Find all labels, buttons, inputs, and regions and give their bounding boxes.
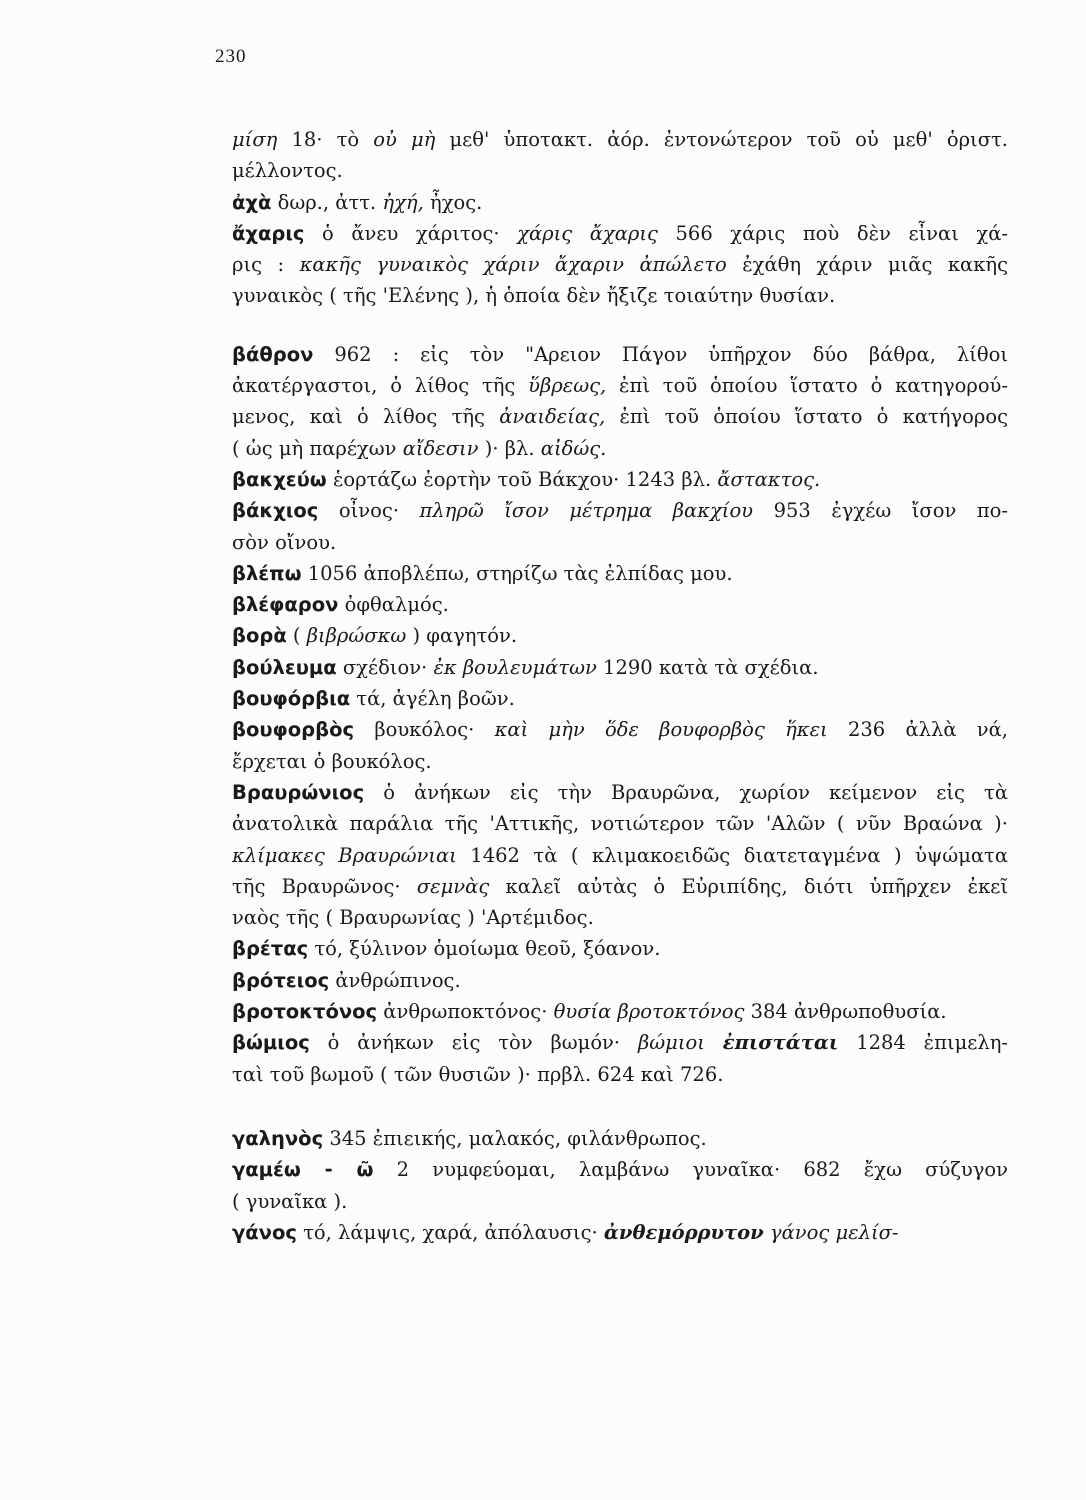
italic-text: σεμνὰς	[416, 874, 490, 898]
text-line	[232, 1154, 1008, 1185]
italic-text: ἐκ βουλευμάτων	[433, 655, 597, 679]
line-text: 962 : εἰς τὸν "Αρειον Πάγον ὑπῆρχον δύο βάθρα, λίθοι	[313, 342, 1008, 366]
line-text: ἔρχεται ὁ βουκόλος.	[232, 749, 432, 773]
line-text: ἦχος.	[423, 190, 483, 214]
line-text: μενος, καὶ ὁ λίθος τῆς	[232, 405, 500, 429]
text-line	[232, 996, 1008, 1027]
text-line	[232, 249, 1008, 280]
line-text: βουκόλος·	[354, 718, 495, 742]
entry-headword: βρέτας	[232, 937, 309, 961]
line-text: ἀνθρώπινος.	[329, 968, 461, 992]
entry-headword: βροτοκτόνος	[232, 1000, 378, 1024]
text-line	[232, 965, 1008, 996]
text-line	[232, 808, 1008, 839]
line-text: ὁ ἄνευ χάριτος·	[304, 221, 518, 245]
line-text	[705, 1031, 723, 1054]
entry-headword: ἀχὰ	[232, 190, 272, 214]
line-text: ρις :	[232, 253, 300, 277]
text-line	[232, 401, 1008, 432]
line-text: 18· τὸ	[277, 128, 374, 151]
text-line	[232, 370, 1008, 401]
line-text: 2 νυμφεύομαι, λαμβάνω γυναῖκα· 682 ἔχω σύζυγον	[373, 1158, 1008, 1182]
entry-headword: βορὰ	[232, 624, 287, 648]
entry-headword: γάνος	[232, 1220, 297, 1244]
italic-text: κλίμακες Βραυρώνιαι	[232, 843, 457, 867]
line-text: ἀνθρωποκτόνος·	[377, 1000, 554, 1024]
line-text: τά, ἀγέλη βοῶν.	[350, 687, 515, 711]
line-text: 384 ἀνθρωποθυσία.	[744, 1000, 947, 1024]
line-text: τό, ξύλινον ὁμοίωμα θεοῦ, ξόανον.	[308, 937, 661, 961]
entry-headword: βάθρον	[232, 342, 314, 366]
italic-text: ἐπιστάται	[722, 1031, 839, 1055]
line-text: 1056 ἀποβλέπω, στηρίζω τὰς ἐλπίδας μου.	[301, 561, 733, 585]
line-text: οἶνος·	[318, 499, 420, 523]
entry-headword: βώμιος	[232, 1031, 310, 1055]
text-line	[232, 683, 1008, 714]
line-text: ἀκατέργαστοι, ὁ λίθος τῆς	[232, 374, 529, 398]
text-line	[232, 155, 1008, 186]
text-line	[232, 280, 1008, 311]
line-text: τό, λάμψις, χαρά, ἀπόλαυσις·	[296, 1220, 604, 1244]
text-line	[232, 840, 1008, 871]
line-text: ὀφθαλμός.	[338, 593, 449, 617]
line-text: 345 ἐπιεικής, μαλακός, φιλάνθρωπος.	[323, 1126, 707, 1150]
text-line	[232, 902, 1008, 933]
italic-text: ἀνθεμόρρυτον	[603, 1220, 764, 1244]
italic-text: βώμιοι	[637, 1031, 705, 1055]
italic-text: ἄστακτος.	[717, 467, 821, 491]
text-line	[232, 777, 1008, 808]
text-line	[232, 746, 1008, 777]
entry-headword: βουφορβὸς	[232, 718, 355, 742]
text-line	[232, 433, 1008, 464]
line-text: μεθ' ὑποτακτ. ἀόρ. ἐντονώτερον τοῦ οὐ μεθ' ὁριστ.	[435, 128, 1008, 151]
text-line	[232, 187, 1008, 218]
line-text: δωρ., ἀττ.	[271, 190, 383, 214]
italic-text: ἀναιδείας,	[499, 405, 606, 429]
italic-text: αἰδώς.	[540, 436, 607, 460]
text-line	[232, 620, 1008, 651]
paragraph-gap	[232, 1090, 1008, 1123]
text-line	[232, 652, 1008, 683]
line-text: ταὶ τοῦ βωμοῦ ( τῶν θυσιῶν )· πρβλ. 624 καὶ 726.	[232, 1062, 724, 1086]
line-text: ) φαγητόν.	[406, 624, 518, 648]
text-line	[232, 218, 1008, 249]
italic-text: πληρῶ ἴσον μέτρημα βακχίου	[419, 499, 754, 523]
line-text: ὁ ἀνήκων εἰς τὴν Βραυρῶνα, χωρίον κείμενον εἰς τὰ	[364, 780, 1008, 804]
entry-headword: γαληνὸς	[232, 1126, 324, 1150]
line-text: σὸν οἴνου.	[232, 530, 337, 554]
entry-headword: βρότειος	[232, 968, 330, 992]
line-text: 1462 τὰ ( κλιμακοειδῶς διατεταγμένα ) ὑψώματα	[456, 843, 1008, 867]
line-text: καλεῖ αὐτὰς ὁ Εὐριπίδης, διότι ὑπῆρχεν ἐκεῖ	[489, 874, 1008, 898]
line-text: 953 ἐγχέω ἴσον πο-	[753, 499, 1008, 523]
line-text: 566 χάρις ποὺ δὲν εἶναι χά-	[657, 221, 1008, 245]
text-line	[232, 714, 1008, 745]
line-text: ( ὡς μὴ παρέχων	[232, 436, 403, 460]
line-text: ( γυναῖκα ).	[232, 1189, 348, 1213]
italic-text: ὕβρεως,	[528, 374, 607, 398]
entry-headword: βλέφαρον	[232, 593, 339, 617]
entry-headword: βούλευμα	[232, 655, 337, 679]
entry-headword: βακχεύω	[232, 467, 327, 491]
entry-headword: βουφόρβια	[232, 687, 351, 711]
entry-headword: Βραυρώνιος	[232, 780, 365, 804]
line-text: ἐπὶ τοῦ ὁποίου ἵστατο ὁ κατηγορού-	[606, 374, 1008, 398]
line-text: 1284 ἐπιμελη-	[838, 1031, 1008, 1055]
italic-text: γάνος μελίσ-	[769, 1220, 899, 1244]
line-text: (	[286, 624, 307, 648]
italic-text: αἴδεσιν	[402, 436, 479, 460]
italic-text: μίση	[232, 128, 278, 151]
italic-text: καὶ μὴν ὅδε βουφορβὸς ἥκει	[494, 718, 828, 742]
text-line	[232, 1059, 1008, 1090]
line-text: 236 ἀλλὰ νά,	[827, 718, 1008, 742]
line-text: ὁ ἀνήκων εἰς τὸν βωμόν·	[309, 1031, 638, 1055]
text-line	[232, 1123, 1008, 1154]
line-text: 1290 κατὰ τὰ σχέδια.	[596, 655, 819, 679]
text-line	[232, 558, 1008, 589]
line-text: σχέδιον·	[336, 655, 434, 679]
text-line	[232, 1217, 1008, 1248]
line-text: ναὸς τῆς ( Βραυρωνίας ) 'Αρτέμιδος.	[232, 906, 594, 930]
italic-text: βιβρώσκω	[306, 624, 407, 648]
text-line	[232, 339, 1008, 370]
paragraph-gap	[232, 312, 1008, 339]
text-line	[232, 464, 1008, 495]
line-text: γυναικὸς ( τῆς 'Ελένης ), ἡ ὁποία δὲν ἤξιζε τοιαύτην θυσίαν.	[232, 284, 836, 308]
text-line	[232, 124, 1008, 155]
italic-text: χάρις ἄχαρις	[517, 221, 658, 245]
line-text: ἑορτάζω ἑορτὴν τοῦ Βάκχου· 1243 βλ.	[326, 467, 718, 491]
line-text: ἐπὶ τοῦ ὁποίου ἵστατο ὁ κατήγορος	[605, 405, 1008, 429]
italic-text: ἠχή,	[382, 190, 424, 214]
page-number: 230	[215, 46, 247, 67]
entry-headword: βάκχιος	[232, 499, 319, 523]
italic-text: θυσία βροτοκτόνος	[553, 1000, 745, 1024]
italic-text: οὐ μὴ	[373, 128, 436, 151]
line-text: μέλλοντος.	[232, 159, 343, 183]
text-line	[232, 495, 1008, 526]
text-line	[232, 871, 1008, 902]
text-line	[232, 527, 1008, 558]
entry-headword: ἄχαρις	[232, 221, 305, 245]
line-text: ἐχάθη χάριν μιᾶς κακῆς	[726, 253, 1008, 277]
text-line	[232, 933, 1008, 964]
line-text: ἀνατολικὰ παράλια τῆς 'Αττικῆς, νοτιώτερον τῶν 'Αλῶν ( νῦν Βραώνα )·	[232, 812, 1008, 836]
text-line	[232, 589, 1008, 620]
text-column	[232, 124, 1008, 1248]
line-text: )· βλ.	[478, 436, 541, 460]
line-text: τῆς Βραυρῶνος·	[232, 874, 417, 898]
text-line	[232, 1027, 1008, 1058]
text-line	[232, 1186, 1008, 1217]
entry-headword: γαμέω - ῶ	[232, 1158, 374, 1182]
entry-headword: βλέπω	[232, 561, 302, 585]
italic-text: κακῆς γυναικὸς χάριν ἄχαριν ἀπώλετο	[299, 253, 727, 277]
